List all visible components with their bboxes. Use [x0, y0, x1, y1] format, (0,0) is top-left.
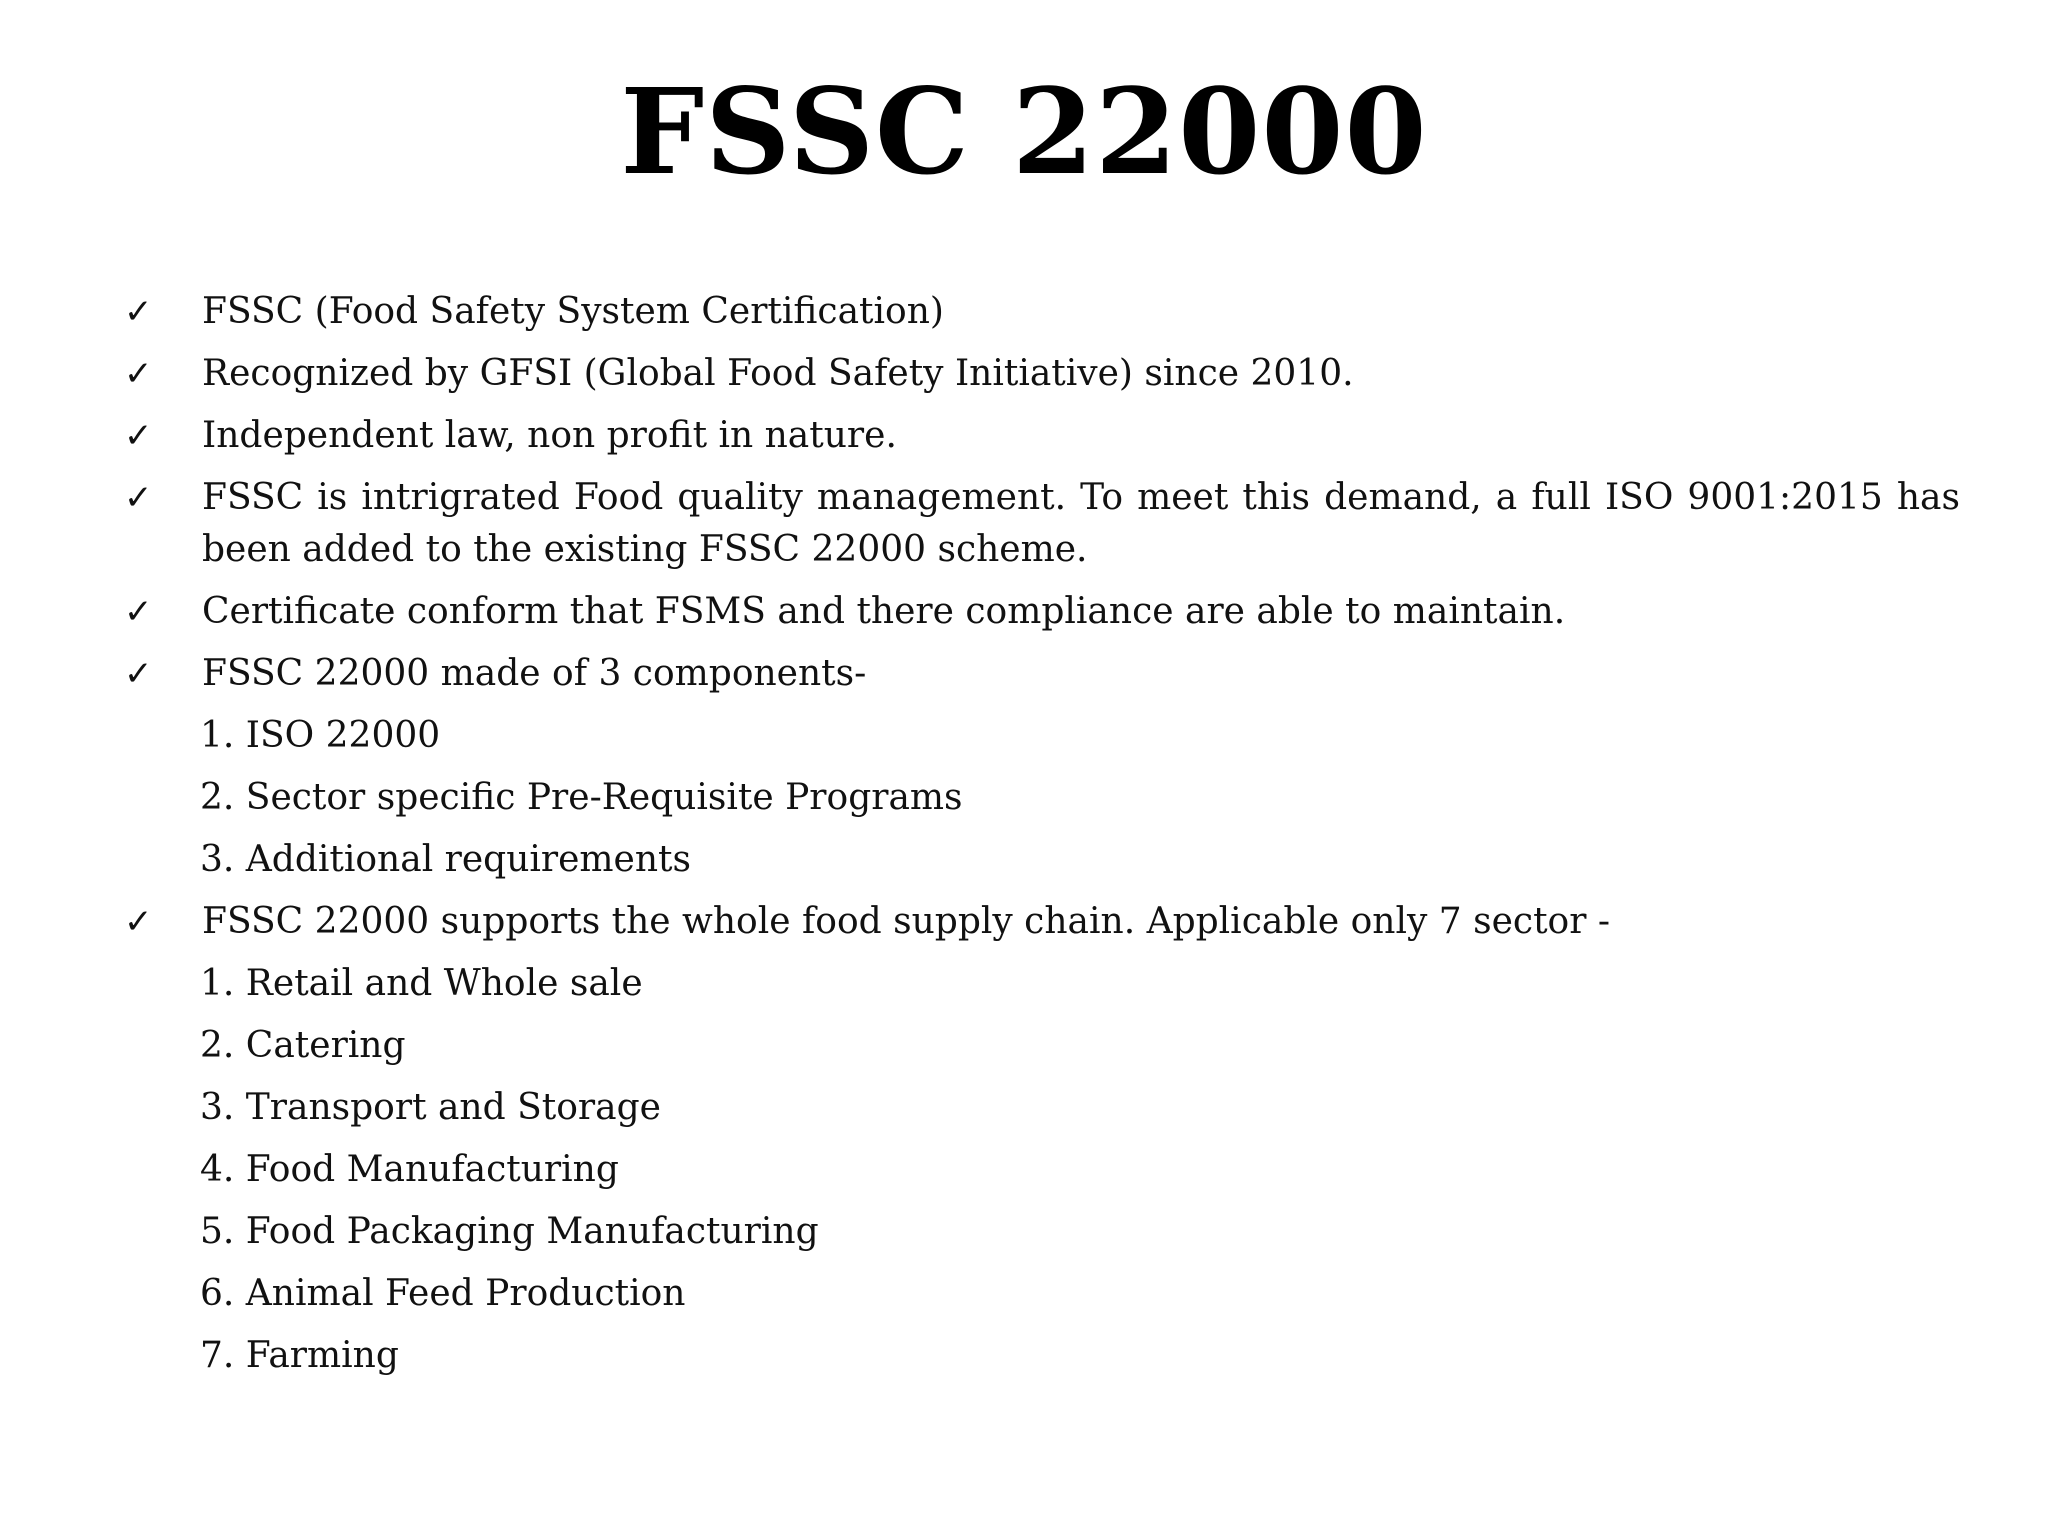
- bullet-text: FSSC 22000 made of 3 components-: [202, 653, 867, 694]
- numbered-text: 3. Additional requirements: [200, 839, 691, 880]
- bullet-item: [120, 472, 1960, 576]
- bullet-text: Recognized by GFSI (Global Food Safety Initiative) since 2010.: [202, 353, 1354, 394]
- bullet-item: [120, 410, 1960, 462]
- bullet-text: FSSC 22000 supports the whole food supply chain. Applicable only 7 sector -: [202, 901, 1611, 942]
- numbered-item: [120, 1144, 1960, 1196]
- check-icon: ✓: [124, 902, 153, 942]
- bullet-item: [120, 348, 1960, 400]
- numbered-text: 7. Farming: [200, 1335, 399, 1376]
- bullet-text: Certificate conform that FSMS and there compliance are able to maintain.: [202, 591, 1566, 632]
- check-icon: ✓: [124, 354, 153, 394]
- bullet-item: [120, 896, 1960, 948]
- numbered-item: [120, 834, 1960, 886]
- numbered-item: [120, 1082, 1960, 1134]
- numbered-item: [120, 772, 1960, 824]
- check-icon: ✓: [124, 292, 153, 332]
- numbered-item: [120, 1020, 1960, 1072]
- numbered-item: [120, 1268, 1960, 1320]
- slide-content: [120, 286, 1960, 1392]
- check-icon: ✓: [124, 478, 153, 518]
- numbered-item: [120, 1330, 1960, 1382]
- check-icon: ✓: [124, 592, 153, 632]
- check-icon: ✓: [124, 654, 153, 694]
- bullet-text: FSSC (Food Safety System Certification): [202, 291, 944, 332]
- numbered-item: [120, 958, 1960, 1010]
- numbered-item: [120, 710, 1960, 762]
- numbered-text: 1. Retail and Whole sale: [200, 963, 643, 1004]
- numbered-item: [120, 1206, 1960, 1258]
- numbered-text: 1. ISO 22000: [200, 715, 441, 756]
- numbered-text: 6. Animal Feed Production: [200, 1273, 686, 1314]
- bullet-item: [120, 586, 1960, 638]
- bullet-item: [120, 648, 1960, 700]
- slide-title: FSSC 22000: [620, 62, 1428, 201]
- numbered-text: 3. Transport and Storage: [200, 1087, 661, 1128]
- numbered-text: 5. Food Packaging Manufacturing: [200, 1211, 819, 1252]
- numbered-text: 2. Catering: [200, 1025, 406, 1066]
- numbered-text: 2. Sector specific Pre-Requisite Programs: [200, 777, 963, 818]
- numbered-text: 4. Food Manufacturing: [200, 1149, 619, 1190]
- bullet-item: [120, 286, 1960, 338]
- check-icon: ✓: [124, 416, 153, 456]
- bullet-text: Independent law, non profit in nature.: [202, 415, 897, 456]
- bullet-text: FSSC is intrigrated Food quality management. To meet this demand, a full ISO 9001:2015 has been added to the existing FSSC 22000 scheme.: [202, 477, 1960, 570]
